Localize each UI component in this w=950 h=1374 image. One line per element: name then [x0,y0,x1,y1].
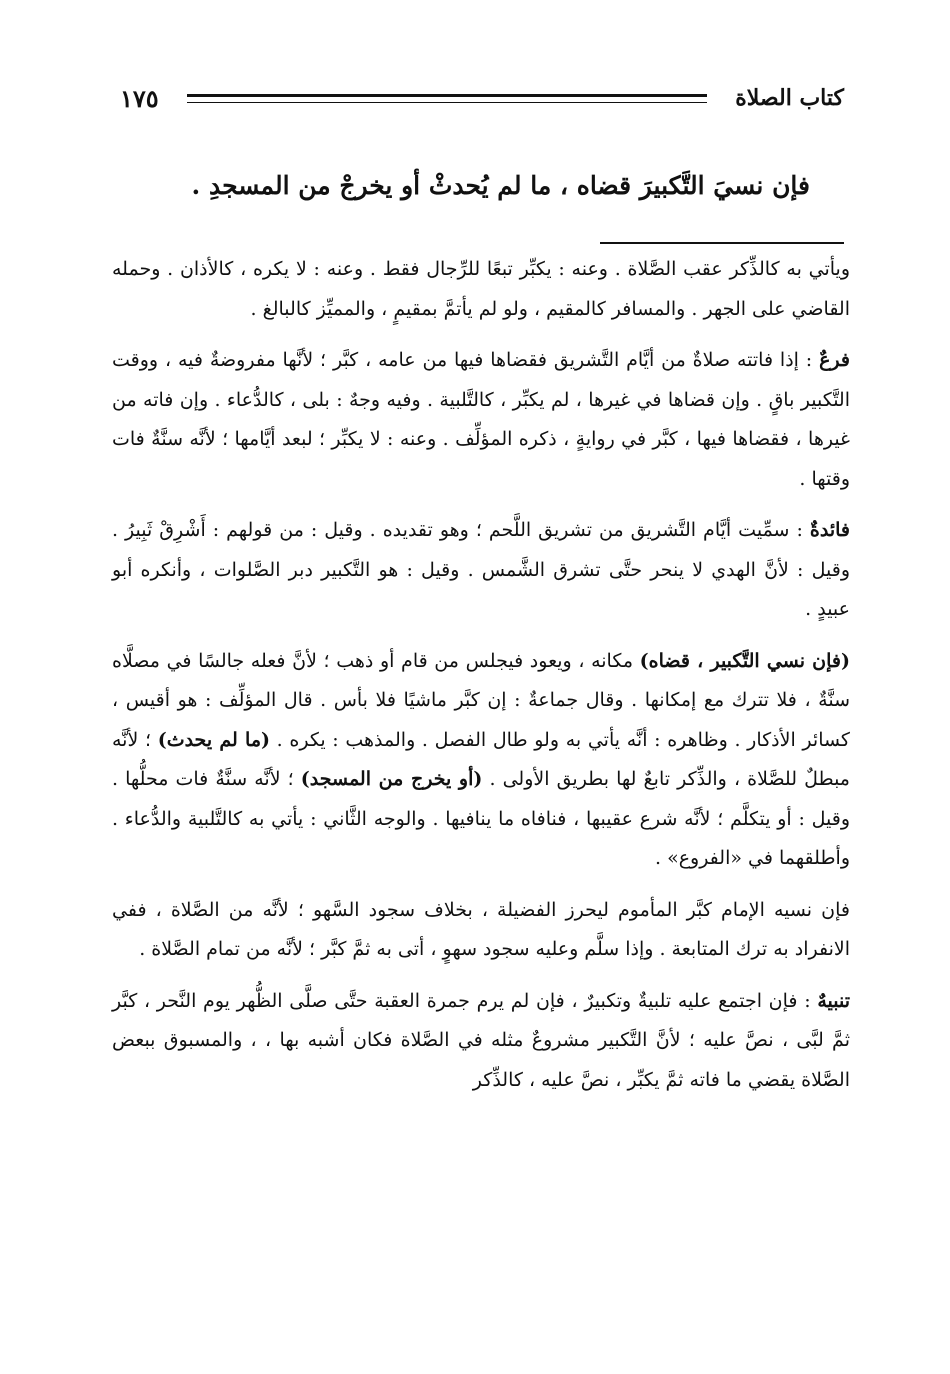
page-number: ١٧٥ [120,83,159,113]
matn-separator [600,242,844,244]
paragraph [112,250,850,329]
paragraph-text: ؛ لأنَّه سنَّةٌ فات محلُّها . وقيل : أو يتكلَّم ؛ لأنَّه شرع عقيبها ، فنافاه ما ينافيها . والوجه الثَّاني : يأتي به كالتَّلبية والدُّعاء . وأطلقهما في «الفروع» . [112,768,850,869]
paragraph-lead: فائدةٌ [809,519,850,541]
quoted-matn: (ما لم يحدث) [157,728,270,751]
paragraph-text: فإن نسيه الإمام كبَّر المأموم ليحرز الفضيلة ، بخلاف سجود السَّهو ؛ لأنَّه من الصَّلاة ، ففي الانفراد به ترك المتابعة . وإذا سلَّم وعليه سجود سهوٍ ، أتى به ثمَّ كبَّر ؛ لأنَّه من تمام الصَّلاة . [112,898,850,960]
paragraph-lead: فرعٌ [819,349,850,371]
paragraph-text: ويأتي به كالذِّكر عقب الصَّلاة . وعنه : يكبِّر تبعًا للرِّجال فقط . وعنه : لا يكره ، كالأذان . وحمله القاضي على الجهر . والمسافر كالمقيم ، ولو لم يأتمَّ بمقيمٍ ، والمميِّز كالبالغ . [112,258,850,320]
matn-text: فإن نسيَ التَّكبيرَ قضاه ، ما لم يُحدثْ أو يخرجْ من المسجدِ . [191,171,810,200]
paragraph-text: : فإن اجتمع عليه تلبيةٌ وتكبيرٌ ، فإن لم يرم جمرة العقبة حتَّى صلَّى الظُّهر يوم النَّحر ، كبَّر ثمَّ لبَّى ، نصَّ عليه ؛ لأنَّ التَّكبير مشروعٌ مثله في الصَّلاة فكان أشبه بها ، ، والمسبوق ببعض الصَّلاة يقضي ما فاته ثمَّ يكبِّر ، نصَّ عليه ، كالذِّكر [112,989,850,1091]
paragraph-lead: تنبيهٌ [817,989,850,1012]
quoted-matn: (فإن نسي التَّكبير ، قضاه) [639,649,850,672]
header-rule [187,94,708,103]
quoted-matn: (أو يخرج من المسجد) [300,768,483,790]
paragraph-text: مكانه ، ويعود فيجلس من قام أو ذهب ؛ لأنَّ فعله جالسًا في مصلَّاه سنَّةٌ ، فلا تترك مع إمكانها . وقال جماعةٌ : إن كبَّر ماشيًا فلا بأس . قال المؤلِّف : هو أقيس ، كسائر الأذكار . وظاهره : أنَّه يأتي به ولو طال الفصل . والمذهب : يكره . [112,649,850,751]
paragraph-text: : سمِّيت أيَّام التَّشريق من تشريق اللَّحم ؛ وهو تقديده . وقيل : من قولهم : أَشْرِقْ ثَبِيرُ . وقيل : لأنَّ الهدي لا ينحر حتَّى تشرق الشَّمس . وقيل : هو التَّكبير دبر الصَّلوات ، وأنكره أبو عبيدٍ . [112,519,850,620]
book-title: كتاب الصلاة [735,85,844,111]
paragraph [112,341,850,499]
paragraph-text: ؛ لأنَّه مبطلٌ للصَّلاة ، والذِّكر تابعٌ لها بطريق الأولى . [112,728,850,790]
paragraph [112,982,850,1101]
paragraph-text: : إذا فاتته صلاةٌ من أيَّام التَّشريق فقضاها فيها من عامه ، كبَّر ؛ لأنَّها مفروضةٌ فيه ، ووقت التَّكبير باقٍ . وإن قضاها في غيرها ، لم يكبِّر ، كالتَّلبية . وفيه وجهٌ : بلى ، كالدُّعاء . وإن فاته من غيرها ، فقضاها فيها ، كبَّر في روايةٍ ، ذكره المؤلِّف . وعنه : لا يكبِّر ؛ لبعد أيَّامها ؛ لأنَّه سنَّةٌ فات وقتها . [112,349,850,490]
running-header [120,78,844,118]
paragraph [112,511,850,630]
paragraph [112,891,850,970]
paragraph [112,642,850,879]
commentary [112,250,850,1112]
